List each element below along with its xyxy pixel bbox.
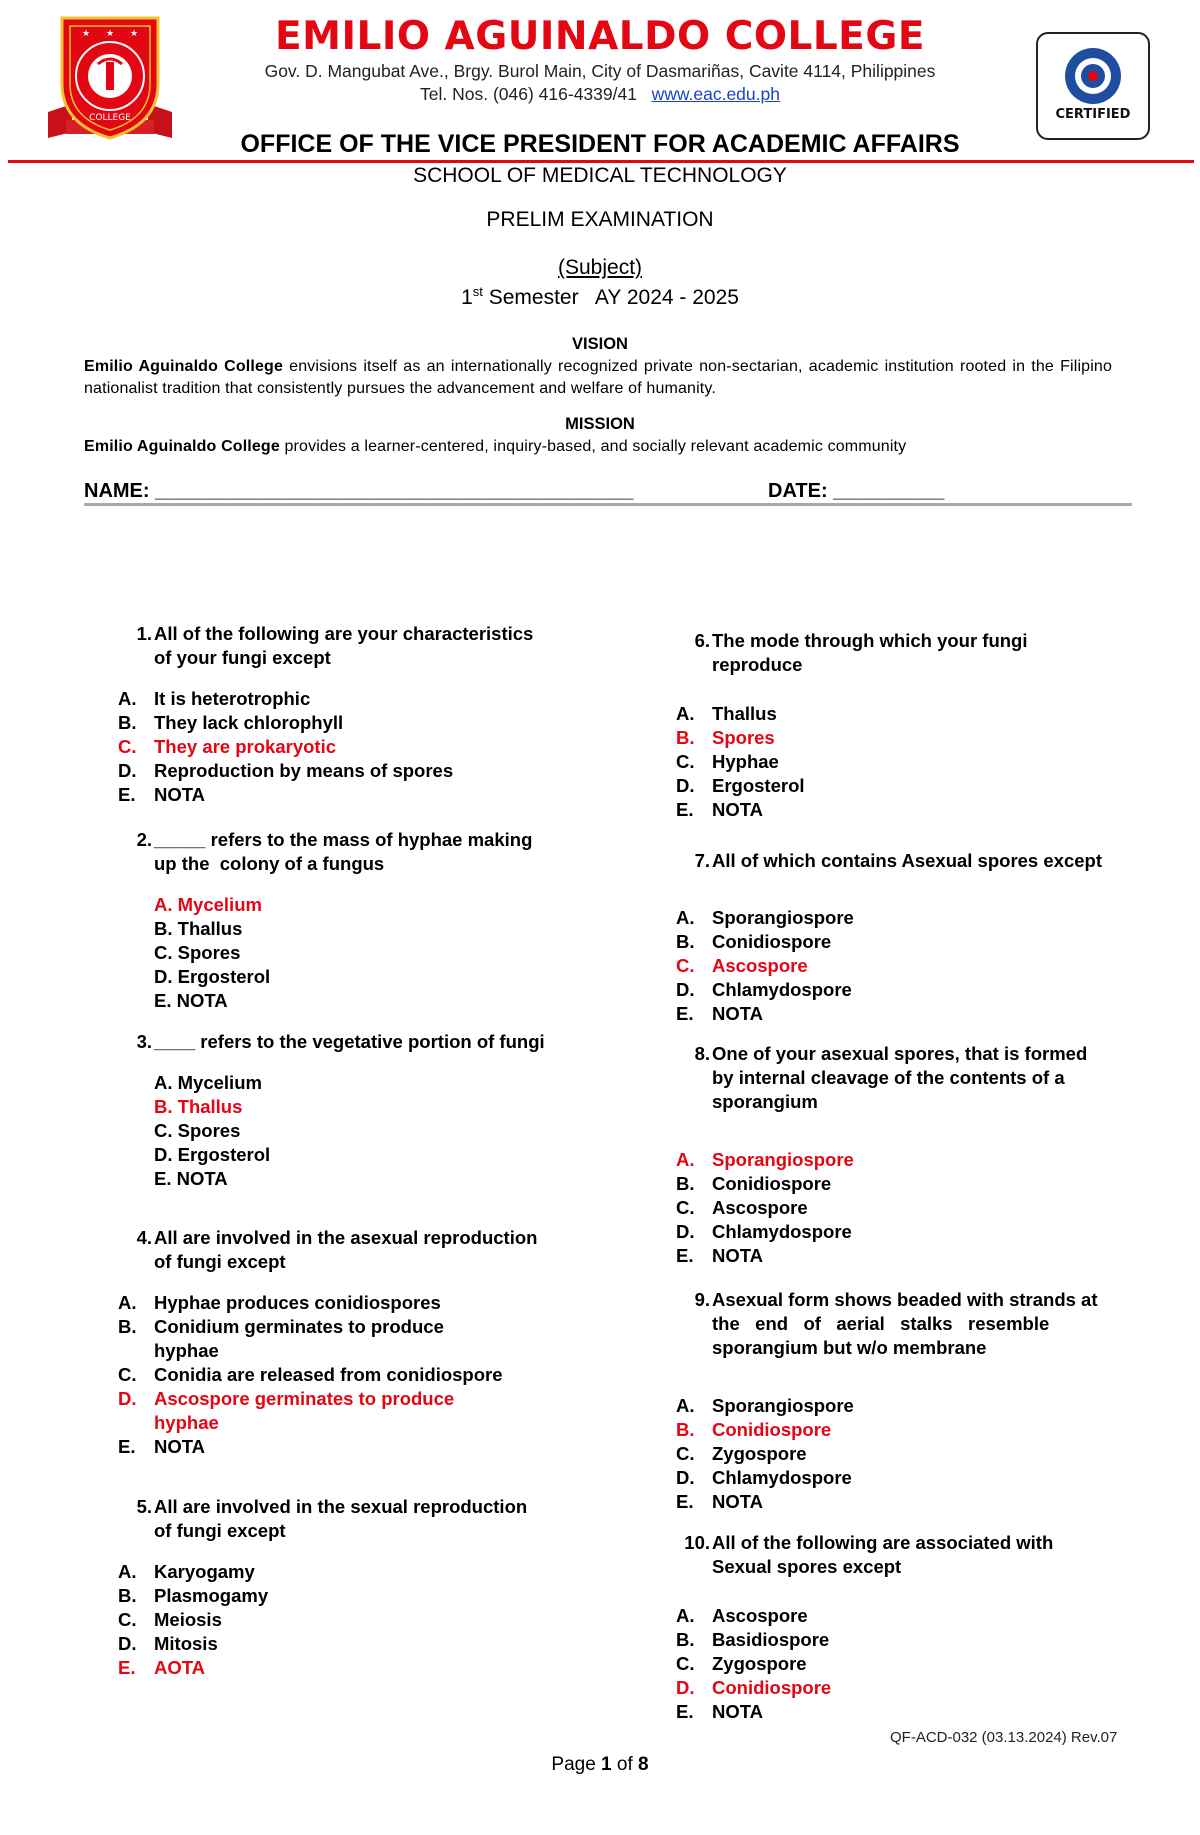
question-number: 2.: [136, 829, 152, 850]
option-text: Mitosis: [154, 1633, 218, 1654]
option-letter: E.: [676, 799, 694, 820]
question-4: [118, 1226, 588, 1274]
option-letter: B.: [676, 1629, 695, 1650]
option-b: [118, 1584, 588, 1608]
option-c: [118, 735, 588, 759]
option-text-cont: hyphae: [154, 1412, 219, 1433]
question-text-line: of your fungi except: [154, 647, 331, 668]
college-name: EMILIO AGUINALDO COLLEGE: [275, 14, 925, 59]
semester-line: [0, 284, 1200, 310]
option-text: NOTA: [712, 1245, 764, 1266]
question-text-line: ____ refers to the vegetative portion of fungi: [154, 1031, 545, 1052]
question-number: 3.: [136, 1031, 152, 1052]
option-e: [118, 989, 588, 1013]
option-letter: B.: [118, 712, 137, 733]
option-text: Thallus: [712, 703, 777, 724]
question-text-line: up the colony of a fungus: [154, 853, 385, 874]
mission-body: provides a learner-centered, inquiry-based, and socially relevant academic community: [279, 438, 907, 455]
option-letter: C.: [676, 1197, 695, 1218]
option-text: Hyphae produces conidiospores: [154, 1292, 441, 1313]
option-c: [676, 1196, 1146, 1220]
option-a: [676, 1148, 1146, 1172]
option-letter: E.: [676, 1245, 694, 1266]
mission-title: MISSION: [565, 415, 635, 433]
question-5: [118, 1495, 588, 1543]
option-letter: B.: [118, 1316, 137, 1337]
option-text: Conidiospore: [712, 1419, 832, 1440]
option-e: [118, 1435, 588, 1459]
option-text: E. NOTA: [154, 1168, 228, 1189]
question-number: 1.: [136, 623, 152, 644]
name-field[interactable]: NAME: ___________________________________________: [84, 480, 634, 502]
option-letter: B.: [676, 1173, 695, 1194]
subject-placeholder: (Subject): [557, 256, 643, 279]
option-a: [118, 1560, 588, 1584]
option-b: [118, 1315, 588, 1363]
option-d: [118, 1143, 588, 1167]
office-title: OFFICE OF THE VICE PRESIDENT FOR ACADEMIC AFFAIRS: [240, 130, 960, 158]
option-text: NOTA: [712, 1003, 764, 1024]
option-text: Ascospore: [712, 955, 808, 976]
page-number: [0, 1754, 1200, 1776]
mission-text: [84, 436, 1112, 458]
semester-text: Semester AY 2024 - 2025: [482, 286, 739, 309]
page-total: 8: [638, 1754, 649, 1775]
option-c: [676, 750, 1146, 774]
option-text: Meiosis: [154, 1609, 222, 1630]
option-letter: A.: [676, 703, 695, 724]
option-letter: D.: [118, 1633, 137, 1654]
page-current: 1: [601, 1754, 612, 1775]
option-b: [118, 711, 588, 735]
mission-lead: Emilio Aguinaldo College: [84, 438, 280, 455]
question-text-line: All of the following are your characteristics: [154, 623, 534, 644]
option-c: [118, 1608, 588, 1632]
question-text-line: the end of aerial stalks resemble: [712, 1313, 1050, 1334]
option-c: [676, 954, 1146, 978]
option-text: NOTA: [154, 1436, 206, 1457]
question-3: [118, 1030, 588, 1054]
option-b: [676, 1418, 1146, 1442]
question-text-line: The mode through which your fungi: [712, 630, 1028, 651]
form-code: QF-ACD-032 (03.13.2024) Rev.07: [890, 1729, 1118, 1746]
college-address: Gov. D. Mangubat Ave., Brgy. Burol Main, City of Dasmariñas, Cavite 4114, Philippines: [264, 61, 936, 81]
question-text-line: of fungi except: [154, 1251, 286, 1272]
option-text: Plasmogamy: [154, 1585, 269, 1606]
option-b: [118, 917, 588, 941]
option-text-cont: hyphae: [154, 1340, 219, 1361]
option-text: NOTA: [154, 784, 206, 805]
option-e: [676, 1002, 1146, 1026]
option-text: Conidiospore: [712, 1173, 832, 1194]
option-c: [118, 1119, 588, 1143]
option-letter: D.: [676, 1467, 695, 1488]
option-c: [676, 1442, 1146, 1466]
option-letter: E.: [676, 1003, 694, 1024]
option-d: [676, 774, 1146, 798]
question-text-line: sporangium but w/o membrane: [712, 1337, 987, 1358]
option-d: [676, 1676, 1146, 1700]
option-letter: E.: [118, 784, 136, 805]
option-letter: C.: [676, 1653, 695, 1674]
question-text-line: of fungi except: [154, 1520, 286, 1541]
option-letter: D.: [676, 1221, 695, 1242]
question-number: 10.: [684, 1532, 710, 1553]
option-text: Chlamydospore: [712, 979, 852, 1000]
question-2: [118, 828, 588, 876]
option-letter: E.: [118, 1657, 136, 1678]
option-d: [118, 1387, 588, 1435]
option-letter: D.: [118, 1388, 137, 1409]
option-letter: A.: [118, 688, 137, 709]
question-text-line: All of the following are associated with: [712, 1532, 1054, 1553]
question-number: 5.: [136, 1496, 152, 1517]
option-a: [118, 1071, 588, 1095]
option-text: Zygospore: [712, 1443, 807, 1464]
option-a: [118, 893, 588, 917]
option-d: [676, 1466, 1146, 1490]
contact-line: [0, 84, 1200, 105]
option-letter: C.: [676, 751, 695, 772]
option-d: [118, 1632, 588, 1656]
question-text-line: One of your asexual spores, that is formed: [712, 1043, 1088, 1064]
option-d: [118, 965, 588, 989]
tel-numbers: Tel. Nos. (046) 416-4339/41: [420, 84, 637, 104]
option-text: D. Ergosterol: [154, 966, 271, 987]
option-text: Sporangiospore: [712, 907, 854, 928]
option-letter: C.: [118, 1364, 137, 1385]
option-letter: E.: [118, 1436, 136, 1457]
option-letter: A.: [676, 1149, 695, 1170]
option-text: NOTA: [712, 1701, 764, 1722]
question-number: 6.: [694, 630, 710, 651]
option-letter: C.: [118, 1609, 137, 1630]
option-letter: B.: [118, 1585, 137, 1606]
website-link[interactable]: www.eac.edu.ph: [651, 84, 780, 104]
option-letter: D.: [118, 760, 137, 781]
option-text: Conidiospore: [712, 1677, 832, 1698]
option-text: Chlamydospore: [712, 1221, 852, 1242]
header-divider: [8, 160, 1194, 163]
option-text: E. NOTA: [154, 990, 228, 1011]
option-c: [676, 1652, 1146, 1676]
option-letter: B.: [676, 727, 695, 748]
option-b: [118, 1095, 588, 1119]
option-letter: C.: [676, 955, 695, 976]
option-letter: D.: [676, 775, 695, 796]
option-text: They are prokaryotic: [154, 736, 336, 757]
option-text: AOTA: [154, 1657, 206, 1678]
option-letter: D.: [676, 1677, 695, 1698]
option-d: [118, 759, 588, 783]
option-text: A. Mycelium: [154, 894, 262, 915]
option-a: [676, 702, 1146, 726]
option-e: [676, 1490, 1146, 1514]
question-text-line: reproduce: [712, 654, 803, 675]
option-text: Karyogamy: [154, 1561, 255, 1582]
option-text: Ascospore germinates to produce: [154, 1388, 455, 1409]
question-text-line: _____ refers to the mass of hyphae making: [154, 829, 533, 850]
option-text: Sporangiospore: [712, 1149, 854, 1170]
option-letter: D.: [676, 979, 695, 1000]
question-number: 9.: [694, 1289, 710, 1310]
option-text: NOTA: [712, 1491, 764, 1512]
vision-text: [84, 356, 1112, 400]
certified-label: CERTIFIED: [1055, 107, 1131, 122]
option-text: B. Thallus: [154, 1096, 243, 1117]
question-10: [676, 1531, 1146, 1579]
question-number: 8.: [694, 1043, 710, 1064]
option-letter: C.: [676, 1443, 695, 1464]
option-letter: E.: [676, 1701, 694, 1722]
school-name: SCHOOL OF MEDICAL TECHNOLOGY: [413, 164, 787, 187]
vision-title: VISION: [572, 335, 628, 353]
page-prefix: Page: [551, 1754, 602, 1775]
question-text-line: All of which contains Asexual spores except: [712, 850, 1102, 871]
vision-body: envisions itself as an internationally recognized private non-sectarian, academic institution rooted in the Filipino nationalist tradition that consistently pursues the advancement and welfare of humanity.: [84, 358, 1113, 397]
option-text: Spores: [712, 727, 775, 748]
option-a: [118, 687, 588, 711]
option-letter: B.: [676, 931, 695, 952]
option-d: [676, 978, 1146, 1002]
option-e: [676, 1244, 1146, 1268]
question-text-line: Sexual spores except: [712, 1556, 902, 1577]
option-letter: A.: [118, 1292, 137, 1313]
svg-text:★: ★: [82, 29, 91, 39]
option-a: [676, 906, 1146, 930]
semester-number: 1: [461, 286, 473, 309]
option-text: Ascospore: [712, 1197, 808, 1218]
question-number: 7.: [694, 850, 710, 871]
semester-suffix: st: [472, 284, 483, 299]
option-c: [118, 1363, 588, 1387]
question-text-line: Asexual form shows beaded with strands at: [712, 1289, 1098, 1310]
option-text: NOTA: [712, 799, 764, 820]
option-text: Conidiospore: [712, 931, 832, 952]
date-field[interactable]: DATE: __________: [768, 480, 945, 502]
option-d: [676, 1220, 1146, 1244]
option-b: [676, 726, 1146, 750]
option-e: [118, 1167, 588, 1191]
question-number: 4.: [136, 1227, 152, 1248]
option-letter: C.: [118, 736, 137, 757]
option-text: C. Spores: [154, 1120, 241, 1141]
option-text: Zygospore: [712, 1653, 807, 1674]
option-text: Reproduction by means of spores: [154, 760, 454, 781]
option-b: [676, 930, 1146, 954]
option-letter: B.: [676, 1419, 695, 1440]
svg-text:★: ★: [130, 29, 139, 39]
option-text: Conidia are released from conidiospore: [154, 1364, 503, 1385]
option-e: [676, 798, 1146, 822]
option-e: [118, 783, 588, 807]
option-text: Chlamydospore: [712, 1467, 852, 1488]
option-text: B. Thallus: [154, 918, 243, 939]
option-a: [676, 1604, 1146, 1628]
option-text: Basidiospore: [712, 1629, 830, 1650]
option-letter: A.: [676, 1395, 695, 1416]
question-text-line: sporangium: [712, 1091, 818, 1112]
question-text-line: All are involved in the sexual reproduction: [154, 1496, 528, 1517]
option-letter: A.: [676, 907, 695, 928]
option-a: [118, 1291, 588, 1315]
page-of: of: [611, 1754, 639, 1775]
option-text: They lack chlorophyll: [154, 712, 344, 733]
option-letter: A.: [676, 1605, 695, 1626]
question-7: [676, 849, 1146, 873]
question-text-line: by internal cleavage of the contents of a: [712, 1067, 1065, 1088]
question-8: [676, 1042, 1146, 1114]
option-b: [676, 1172, 1146, 1196]
option-a: [676, 1394, 1146, 1418]
option-text: Hyphae: [712, 751, 779, 772]
option-text: Conidium germinates to produce: [154, 1316, 444, 1337]
option-letter: E.: [676, 1491, 694, 1512]
option-e: [676, 1700, 1146, 1724]
option-text: Sporangiospore: [712, 1395, 854, 1416]
svg-text:★: ★: [106, 29, 115, 39]
option-text: It is heterotrophic: [154, 688, 311, 709]
option-b: [676, 1628, 1146, 1652]
question-text-line: All are involved in the asexual reproduction: [154, 1227, 538, 1248]
option-text: Ascospore: [712, 1605, 808, 1626]
option-text: D. Ergosterol: [154, 1144, 271, 1165]
option-text: C. Spores: [154, 942, 241, 963]
option-letter: A.: [118, 1561, 137, 1582]
vision-lead: Emilio Aguinaldo College: [84, 358, 284, 375]
question-6: [676, 629, 1146, 677]
question-1: [118, 622, 588, 670]
question-9: [676, 1288, 1146, 1360]
option-text: Ergosterol: [712, 775, 805, 796]
option-e: [118, 1656, 588, 1680]
svg-text:COLLEGE: COLLEGE: [89, 113, 131, 123]
option-text: A. Mycelium: [154, 1072, 262, 1093]
exam-title: PRELIM EXAMINATION: [486, 208, 714, 231]
option-c: [118, 941, 588, 965]
form-divider: [84, 503, 1132, 506]
